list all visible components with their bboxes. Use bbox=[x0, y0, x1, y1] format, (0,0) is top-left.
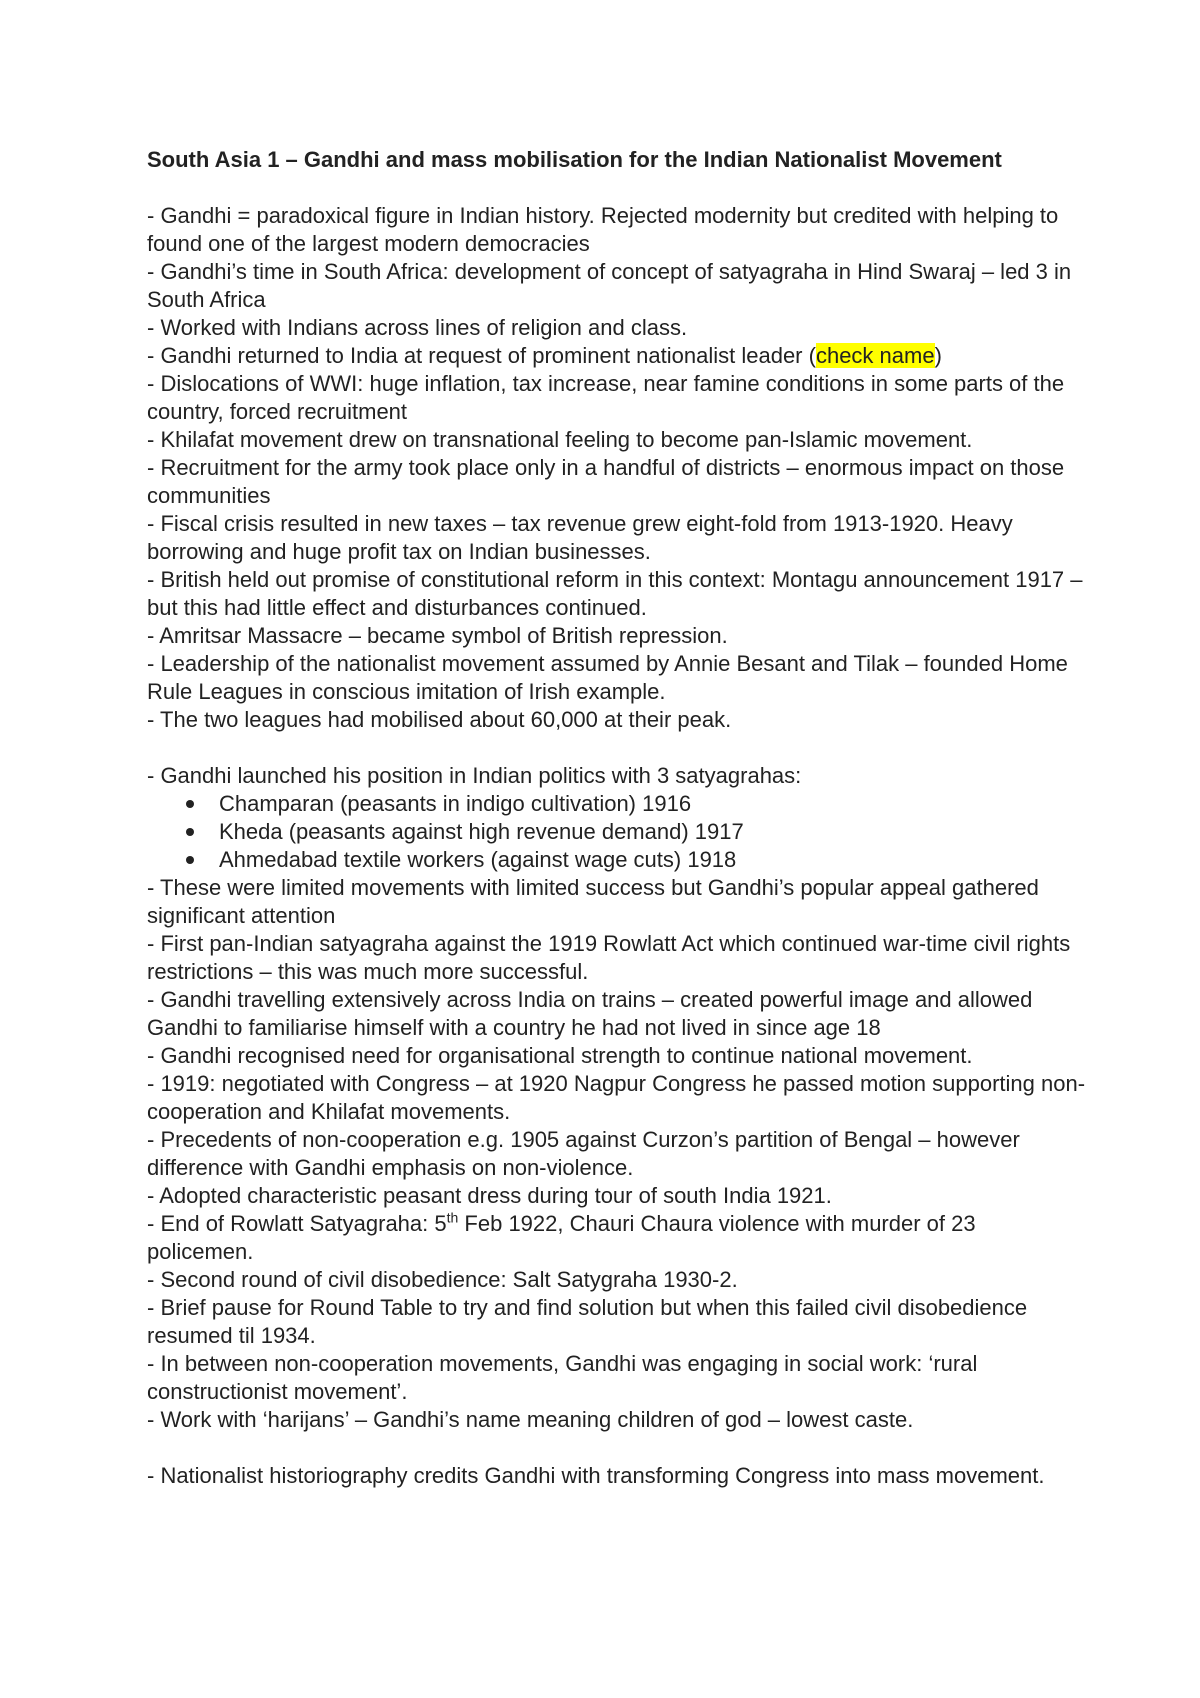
note-line-with-highlight bbox=[147, 342, 1087, 370]
highlighted-text: check name bbox=[815, 343, 935, 368]
superscript: th bbox=[446, 1209, 459, 1226]
note-line: - Amritsar Massacre – became symbol of British repression. bbox=[147, 623, 728, 648]
note-line: - Gandhi travelling extensively across India on trains – created powerful image and allowed Gandhi to familiarise himself with a country he had not lived in since age 18 bbox=[147, 987, 1033, 1040]
note-line: - Leadership of the nationalist movement assumed by Annie Besant and Tilak – founded Home Rule Leagues in conscious imitation of Irish example. bbox=[147, 651, 1068, 704]
note-line: - Work with ‘harijans’ – Gandhi’s name meaning children of god – lowest caste. bbox=[147, 1407, 914, 1432]
note-line: - In between non-cooperation movements, Gandhi was engaging in social work: ‘rural constructionist movement’. bbox=[147, 1351, 978, 1404]
list-item: Kheda (peasants against high revenue demand) 1917 bbox=[147, 818, 1087, 846]
satyagraha-list bbox=[147, 790, 1087, 874]
note-line: - Dislocations of WWI: huge inflation, tax increase, near famine conditions in some parts of the country, forced recruitment bbox=[147, 371, 1065, 424]
note-line: - Recruitment for the army took place only in a handful of districts – enormous impact on those communities bbox=[147, 455, 1065, 508]
note-line: - These were limited movements with limited success but Gandhi’s popular appeal gathered significant attention bbox=[147, 875, 1039, 928]
note-line: - Gandhi launched his position in Indian politics with 3 satyagrahas: bbox=[147, 763, 802, 788]
note-line: - First pan-Indian satyagraha against the 1919 Rowlatt Act which continued war-time civil rights restrictions – this was much more successful. bbox=[147, 931, 1071, 984]
note-line: - 1919: negotiated with Congress – at 1920 Nagpur Congress he passed motion supporting non-cooperation and Khilafat movements. bbox=[147, 1071, 1086, 1124]
note-line: - Khilafat movement drew on transnational feeling to become pan-Islamic movement. bbox=[147, 427, 973, 452]
note-text: - Gandhi returned to India at request of prominent nationalist leader ( bbox=[147, 343, 816, 368]
note-text: Feb 1922, Chauri Chaura violence with murder of 23 policemen. bbox=[147, 1211, 976, 1264]
note-text: ) bbox=[934, 343, 942, 368]
note-line: - Fiscal crisis resulted in new taxes – tax revenue grew eight-fold from 1913-1920. Heavy borrowing and huge profit tax on Indian businesses. bbox=[147, 511, 1013, 564]
note-line: - Gandhi’s time in South Africa: development of concept of satyagraha in Hind Swaraj – led 3 in South Africa bbox=[147, 259, 1072, 312]
note-line: - Brief pause for Round Table to try and find solution but when this failed civil disobedience resumed til 1934. bbox=[147, 1295, 1028, 1348]
blank-line bbox=[147, 1434, 1087, 1462]
note-line: - Worked with Indians across lines of religion and class. bbox=[147, 315, 688, 340]
document-title: South Asia 1 – Gandhi and mass mobilisation for the Indian Nationalist Movement bbox=[147, 147, 1002, 172]
note-line: - British held out promise of constitutional reform in this context: Montagu announcement 1917 – but this had little effect and disturbances continued. bbox=[147, 567, 1083, 620]
blank-line bbox=[147, 734, 1087, 762]
note-line: - Adopted characteristic peasant dress during tour of south India 1921. bbox=[147, 1183, 832, 1208]
note-line: - Second round of civil disobedience: Salt Satygraha 1930-2. bbox=[147, 1267, 738, 1292]
list-item: Ahmedabad textile workers (against wage cuts) 1918 bbox=[147, 846, 1087, 874]
list-item: Champaran (peasants in indigo cultivation) 1916 bbox=[147, 790, 1087, 818]
note-line: - Gandhi recognised need for organisational strength to continue national movement. bbox=[147, 1043, 973, 1068]
note-line: - Gandhi = paradoxical figure in Indian history. Rejected modernity but credited with helping to found one of the largest modern democracies bbox=[147, 203, 1059, 256]
note-text: - End of Rowlatt Satyagraha: 5 bbox=[147, 1211, 447, 1236]
note-line: - Precedents of non-cooperation e.g. 1905 against Curzon’s partition of Bengal – however difference with Gandhi emphasis on non-violence. bbox=[147, 1127, 1020, 1180]
blank-line bbox=[147, 174, 1087, 202]
document-page bbox=[147, 146, 1087, 1490]
note-line: - The two leagues had mobilised about 60,000 at their peak. bbox=[147, 707, 732, 732]
note-line: - Nationalist historiography credits Gandhi with transforming Congress into mass movement. bbox=[147, 1463, 1045, 1488]
note-line-with-superscript bbox=[147, 1210, 1087, 1266]
